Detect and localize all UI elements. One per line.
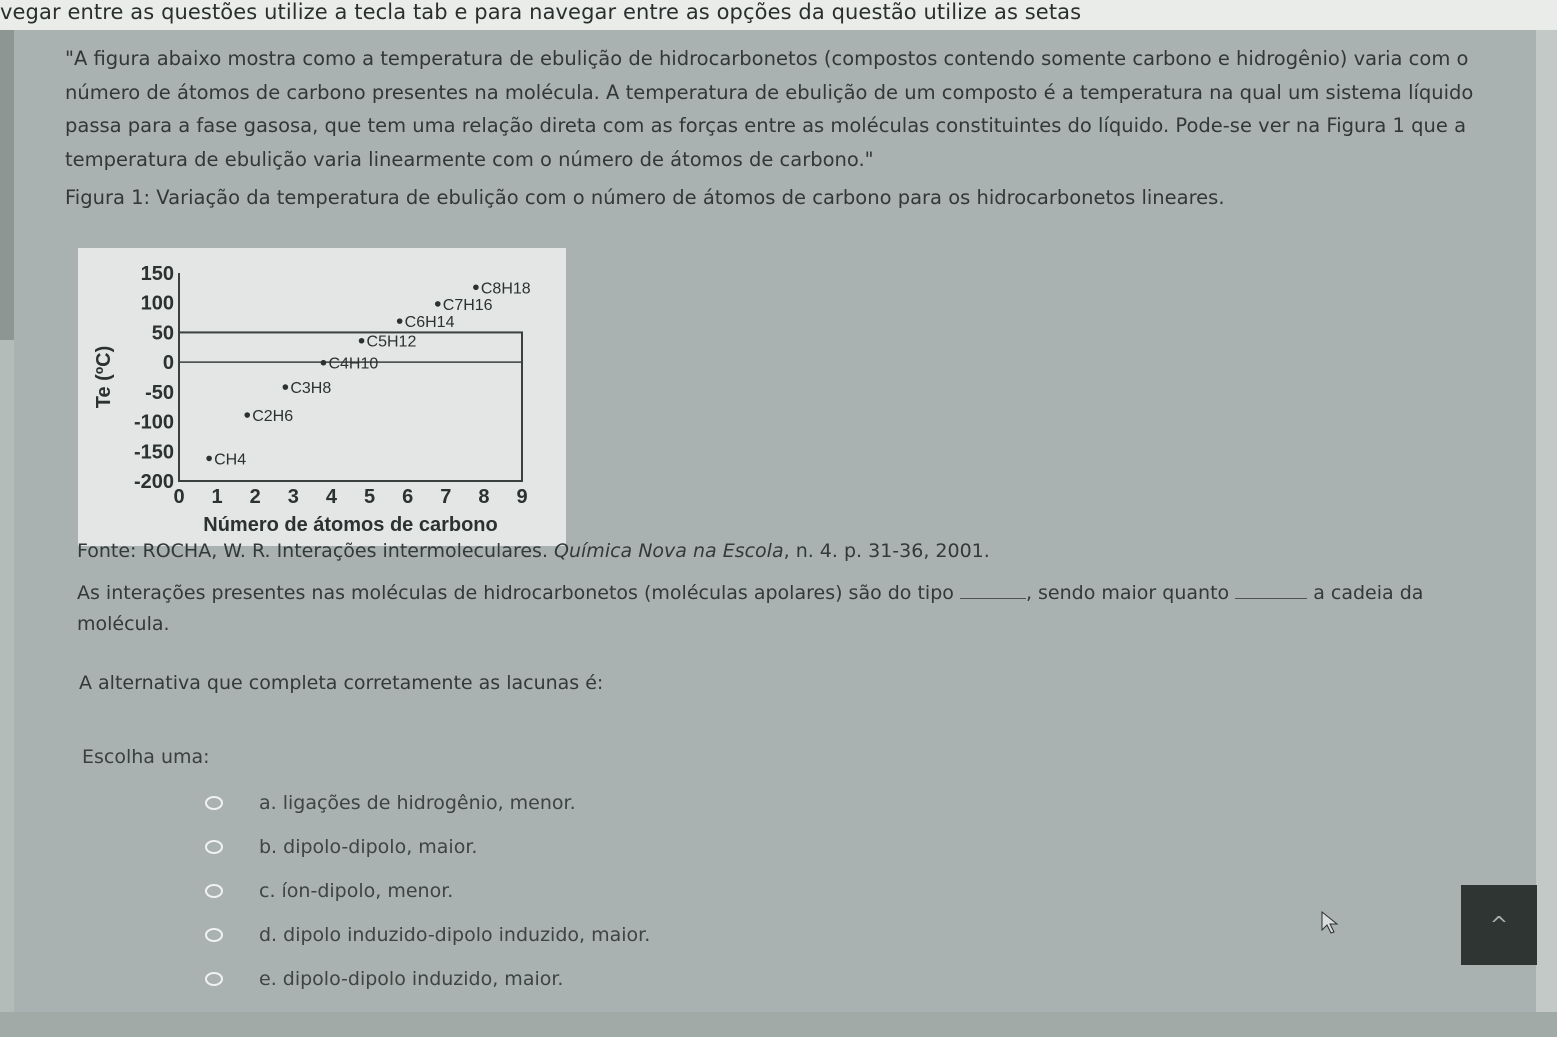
radio-d[interactable]: [205, 928, 223, 942]
data-point-label: C7H16: [442, 296, 493, 314]
radio-a[interactable]: [205, 796, 223, 810]
data-point-label: C4H10: [328, 355, 379, 373]
y-tick-label: -100: [133, 411, 174, 434]
option-c[interactable]: [205, 876, 453, 906]
x-tick-label: 7: [440, 486, 452, 508]
data-point: [283, 384, 289, 390]
data-point-label: C5H12: [366, 333, 417, 351]
option-e[interactable]: [205, 964, 563, 994]
chart-svg: [78, 248, 566, 546]
mouse-pointer-icon: [1320, 910, 1340, 936]
x-tick-label: 5: [363, 486, 376, 508]
x-tick-label: 6: [402, 486, 414, 508]
intro-text: "A figura abaixo mostra como a temperatura de ebulição de hidrocarbonetos (compostos contendo somente carbono e hidrogênio) varia com o número de átomos de carbono presentes na molécula. A temperatura de ebulição de um composto é a temperatura na qual um sistema líquido passa para a fase gasosa, que tem uma relação direta com as forças entre as moléculas constituintes do líquido. Pode-se ver na Figura 1 que a temperatura de ebulição varia linearmente com o número de átomos de carbono.": [65, 47, 1474, 171]
chevron-up-icon: ^: [1489, 912, 1509, 938]
answer-prompt: A alternativa que completa corretamente as lacunas é:: [79, 672, 604, 694]
x-tick-label: 1: [211, 486, 223, 508]
y-tick-label: 150: [140, 263, 174, 285]
y-tick-label: -150: [133, 441, 174, 464]
option-e-label: e. dipolo-dipolo induzido, maior.: [259, 968, 564, 990]
data-point: [397, 318, 403, 324]
data-point-label: C6H14: [404, 314, 455, 332]
data-point: [206, 456, 212, 462]
top-instruction-text: vegar entre as questões utilize a tecla tab e para navegar entre as opções da questão utilize as setas: [0, 0, 1082, 24]
data-point: [359, 338, 365, 344]
y-tick-label: -50: [145, 381, 174, 404]
radio-c[interactable]: [205, 884, 223, 898]
y-tick-label: 100: [140, 292, 174, 315]
question-part-3: a cadeia da molécula.: [77, 582, 1424, 635]
blank-1: [960, 597, 1026, 599]
left-edge: [0, 30, 14, 340]
figure-caption: Figura 1: Variação da temperatura de ebulição com o número de átomos de carbono para os hidrocarbonetos lineares.: [65, 186, 1225, 209]
source-prefix: Fonte: ROCHA, W. R. Interações intermoleculares.: [77, 540, 555, 562]
choose-label: Escolha uma:: [82, 746, 210, 768]
scroll-to-top-button[interactable]: [1461, 885, 1537, 965]
radio-e[interactable]: [205, 972, 223, 986]
data-point-label: C8H18: [480, 280, 531, 298]
x-tick-label: 9: [516, 486, 528, 508]
blank-2: [1235, 597, 1307, 599]
x-tick-label: 2: [249, 486, 261, 508]
x-tick-label: 8: [478, 486, 490, 508]
data-point-label: C3H8: [290, 380, 332, 398]
y-axis-label: Te (ºC): [93, 345, 115, 409]
option-d[interactable]: [205, 920, 650, 950]
option-a[interactable]: [205, 788, 576, 818]
data-point: [244, 412, 250, 418]
x-tick-label: 4: [325, 486, 338, 508]
x-tick-label: 0: [173, 486, 185, 508]
right-edge: [1536, 30, 1557, 1037]
option-b-label: b. dipolo-dipolo, maior.: [259, 836, 478, 858]
y-tick-label: 0: [162, 352, 174, 375]
bottom-edge: [0, 1012, 1557, 1037]
option-c-label: c. íon-dipolo, menor.: [259, 880, 454, 902]
option-b[interactable]: [205, 832, 477, 862]
y-tick-label: -200: [133, 471, 174, 493]
question-part-1: As interações presentes nas moléculas de hidrocarbonetos (moléculas apolares) são do tipo: [77, 582, 960, 604]
x-tick-label: 3: [287, 486, 299, 508]
option-d-label: d. dipolo induzido-dipolo induzido, maior.: [259, 924, 651, 946]
data-point: [473, 284, 479, 290]
question-text: [77, 578, 1517, 640]
data-point: [321, 360, 327, 366]
top-instruction-bar: [0, 0, 1557, 30]
x-axis-label: Número de átomos de carbono: [203, 514, 498, 536]
data-point-label: CH4: [214, 451, 247, 469]
source-journal: Química Nova na Escola: [554, 540, 784, 562]
question-part-2: , sendo maior quanto: [1025, 582, 1236, 604]
source-suffix: , n. 4. p. 31-36, 2001.: [783, 540, 990, 562]
figure-1-chart: [78, 248, 566, 546]
radio-b[interactable]: [205, 840, 223, 854]
data-point: [435, 301, 441, 307]
y-tick-label: 50: [151, 322, 174, 345]
source-citation: [77, 540, 990, 562]
data-point-label: C2H6: [252, 408, 294, 426]
option-a-label: a. ligações de hidrogênio, menor.: [259, 792, 576, 814]
